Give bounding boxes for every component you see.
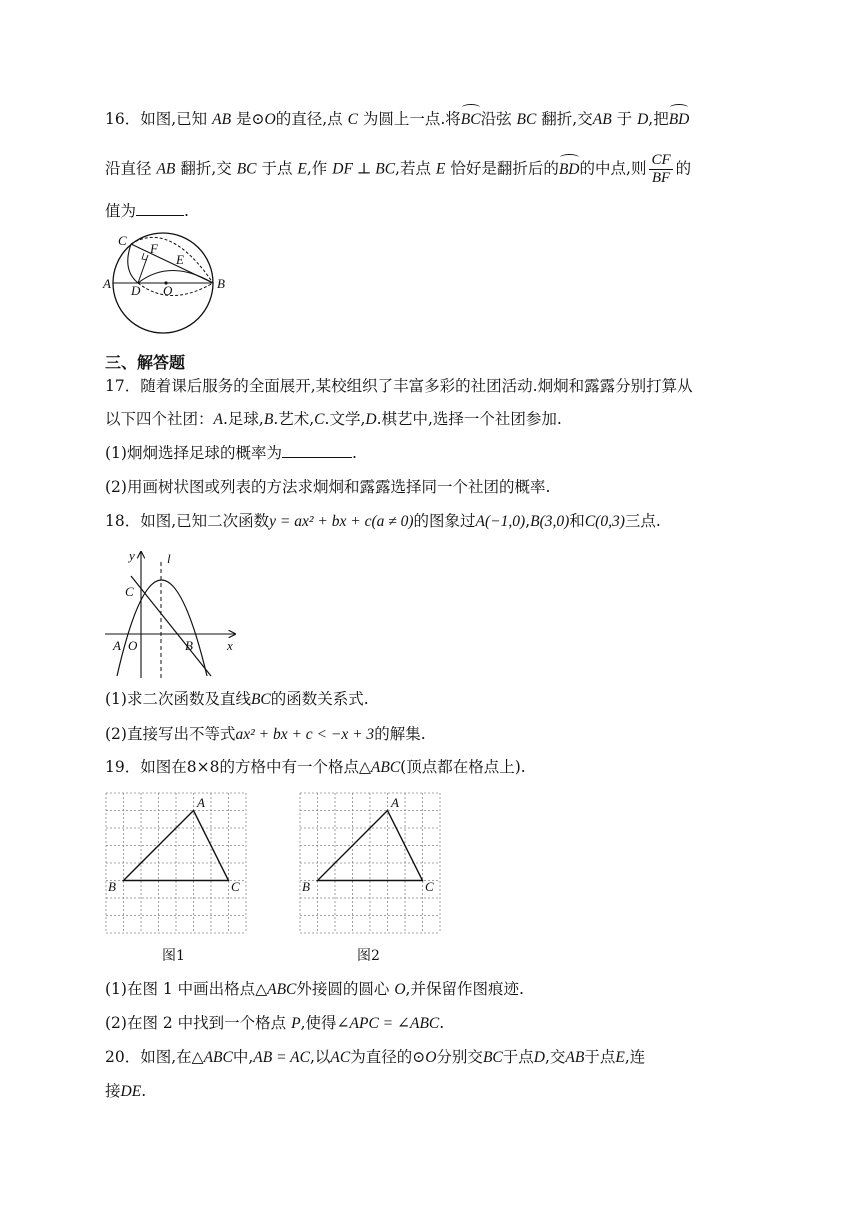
arc-bc: BC <box>461 109 481 131</box>
q17-line2: 以下四个社团：A.足球,B.艺术,C.文学,D.棋艺中,选择一个社团参加. <box>105 410 562 428</box>
svg-text:D: D <box>131 283 141 298</box>
svg-text:B: B <box>302 879 310 894</box>
q16-line2: 沿直径 AB 翻折,交 BC 于点 E,作 DF ⊥ BC,若点 E 恰好是翻折后的BD的中点,则 $\frac{CF}{BF}$ 的 <box>105 152 692 186</box>
q18-part2: (2)直接写出不等式ax² + bx + c < −x + 3的解集. <box>105 725 426 743</box>
svg-text:C: C <box>125 584 134 599</box>
q20-line1: 20．如图,在△ABC中,AB = AC,以AC为直径的⊙O分别交BC于点D,交AB于点E,连 <box>105 1048 646 1066</box>
svg-text:y: y <box>129 548 135 563</box>
svg-text:E: E <box>176 252 184 267</box>
q18-part1: (1)求二次函数及直线BC的函数关系式. <box>105 690 369 708</box>
svg-text:F: F <box>150 241 158 256</box>
q17-part1: (1)炯炯选择足球的概率为 . <box>105 444 357 462</box>
q18-figure <box>103 544 243 680</box>
answer-blank <box>136 201 184 216</box>
q16-line3: 值为 . <box>105 202 189 220</box>
svg-text:x: x <box>227 638 233 653</box>
q19-figure1 <box>96 785 256 937</box>
q17-line1: 17．随着课后服务的全面展开,某校组织了丰富多彩的社团活动.炯炯和露露分别打算从 <box>105 377 693 395</box>
svg-text:C: C <box>231 879 240 894</box>
svg-text:C: C <box>425 879 434 894</box>
arc-bd: BD <box>669 109 690 131</box>
q19-line1: 19．如图在8×8的方格中有一个格点△ABC(顶点都在格点上). <box>105 758 526 776</box>
svg-text:A: A <box>391 795 399 810</box>
svg-text:A: A <box>113 638 121 653</box>
q19-figure2 <box>290 785 450 937</box>
svg-text:B: B <box>217 276 225 291</box>
q16-line1: 16．如图,已知 AB 是⊙O的直径,点 C 为圆上一点.将BC沿弦 BC 翻折,交AB 于 D,把BD <box>105 108 689 131</box>
q16-figure <box>100 228 240 338</box>
svg-text:B: B <box>185 638 193 653</box>
svg-text:C: C <box>118 233 127 248</box>
svg-text:l: l <box>167 551 171 566</box>
q19-part2: (2)在图 2 中找到一个格点 P,使得∠APC = ∠ABC. <box>105 1014 445 1032</box>
q19-part1: (1)在图 1 中画出格点△ABC外接圆的圆心 O,并保留作图痕迹. <box>105 980 524 998</box>
answer-blank <box>282 443 352 458</box>
figure1-caption: 图1 <box>162 948 185 964</box>
svg-text:O: O <box>163 283 173 298</box>
svg-text:O: O <box>128 638 138 653</box>
q20-line2: 接DE. <box>105 1082 147 1100</box>
svg-text:A: A <box>197 795 205 810</box>
svg-text:B: B <box>108 879 116 894</box>
q17-part2: (2)用画树状图或列表的方法求炯炯和露露选择同一个社团的概率. <box>105 478 551 496</box>
section-heading: 三、解答题 <box>105 353 186 372</box>
svg-text:A: A <box>103 276 111 291</box>
figure2-caption: 图2 <box>357 948 380 964</box>
fraction-cf-bf: $\frac{CF}{BF}$ <box>651 152 671 186</box>
q18-line1: 18．如图,已知二次函数y = ax² + bx + c(a ≠ 0)的图象过A(−1,0),B(3,0)和C(0,3)三点. <box>105 512 661 530</box>
